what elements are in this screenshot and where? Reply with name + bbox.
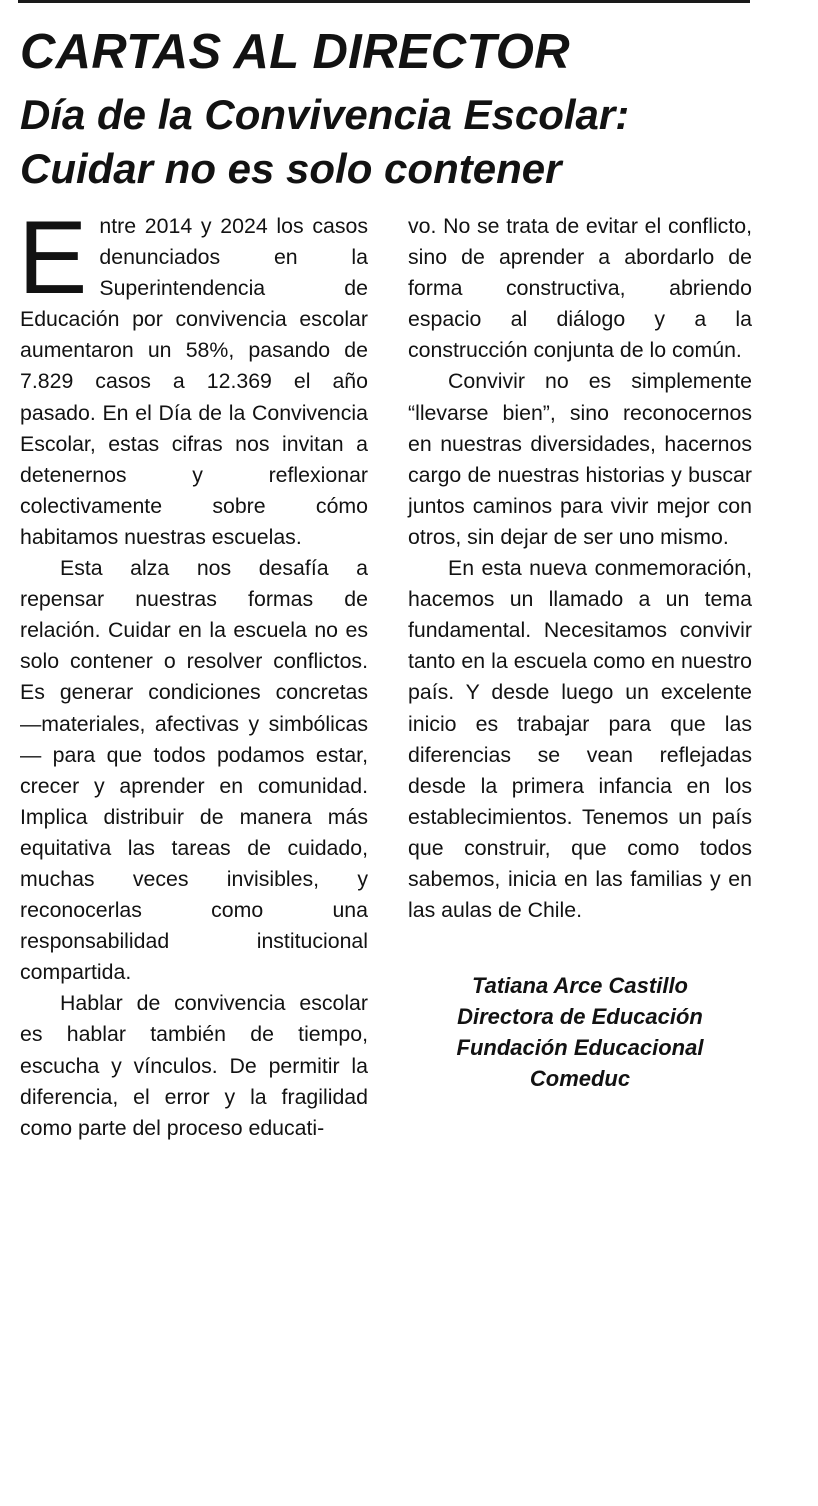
article-column-right bbox=[408, 211, 752, 1094]
letter-headline bbox=[20, 88, 800, 196]
signature-name: Tatiana Arce Castillo bbox=[472, 973, 688, 999]
paragraph-3-start: Hablar de convivencia escolar es hablar también de tiempo, escucha y vínculos. De permitir la diferencia, el error y la fragilidad como parte del proceso educati- bbox=[20, 991, 368, 1140]
paragraph-1-text: ntre 2014 y 2024 los casos denunciados en la Superintendencia de Educación por convivencia escolar aumentaron un 58%, pasando de 7.829 casos a 12.369 el año pasado. En el Día de la Convivencia Escolar, estas cifras nos invitan a detenernos y reflexionar colectivamente sobre cómo habitamos nuestras escuelas. bbox=[20, 214, 368, 549]
paragraph-3-end: vo. No se trata de evitar el conflicto, sino de aprender a abordarlo de forma constructiva, abriendo espacio al diálogo y a la construcción conjunta de lo común. bbox=[408, 214, 752, 363]
signature-block bbox=[408, 970, 752, 1094]
article-column-left bbox=[18, 200, 368, 1144]
paragraph-5: En esta nueva conmemoración, hacemos un llamado a un tema fundamental. Necesitamos convivir tanto en la escuela como en nuestro país. Y desde luego un excelente inicio es trabajar para que las diferencias se vean reflejadas desde la primera infancia en los establecimientos. Tenemos un país que construir, que como todos sabemos, inicia en las familias y en las aulas de Chile. bbox=[408, 556, 752, 923]
paragraph-2: Esta alza nos desafía a repensar nuestras formas de relación. Cuidar en la escuela no es solo contener o resolver conflictos. Es generar condiciones concretas —materiales, afectivas y simbólicas— para que todos podamos estar, crecer y aprender en comunidad. Implica distribuir de manera más equitativa las tareas de cuidado, muchas veces invisibles, y reconocerlas como una responsabilidad institucional compartida. bbox=[20, 556, 368, 985]
paragraph-1 bbox=[18, 200, 368, 553]
drop-cap: E bbox=[18, 200, 88, 316]
paragraph-4: Convivir no es simplemente “llevarse bien”, sino reconocernos en nuestras diversidades, hacernos cargo de nuestras historias y buscar juntos caminos para vivir mejor con otros, sin dejar de ser uno mismo. bbox=[408, 369, 752, 549]
signature-org-line-2: Comeduc bbox=[529, 1066, 631, 1092]
section-title: CARTAS AL DIRECTOR bbox=[20, 25, 570, 79]
headline-line-2: Cuidar no es solo contener bbox=[20, 145, 562, 192]
headline-line-1: Día de la Convivencia Escolar: bbox=[20, 91, 630, 138]
top-rule bbox=[18, 0, 750, 3]
signature-org-line-1: Fundación Educacional bbox=[456, 1035, 704, 1061]
signature-role: Directora de Educación bbox=[457, 1004, 703, 1030]
